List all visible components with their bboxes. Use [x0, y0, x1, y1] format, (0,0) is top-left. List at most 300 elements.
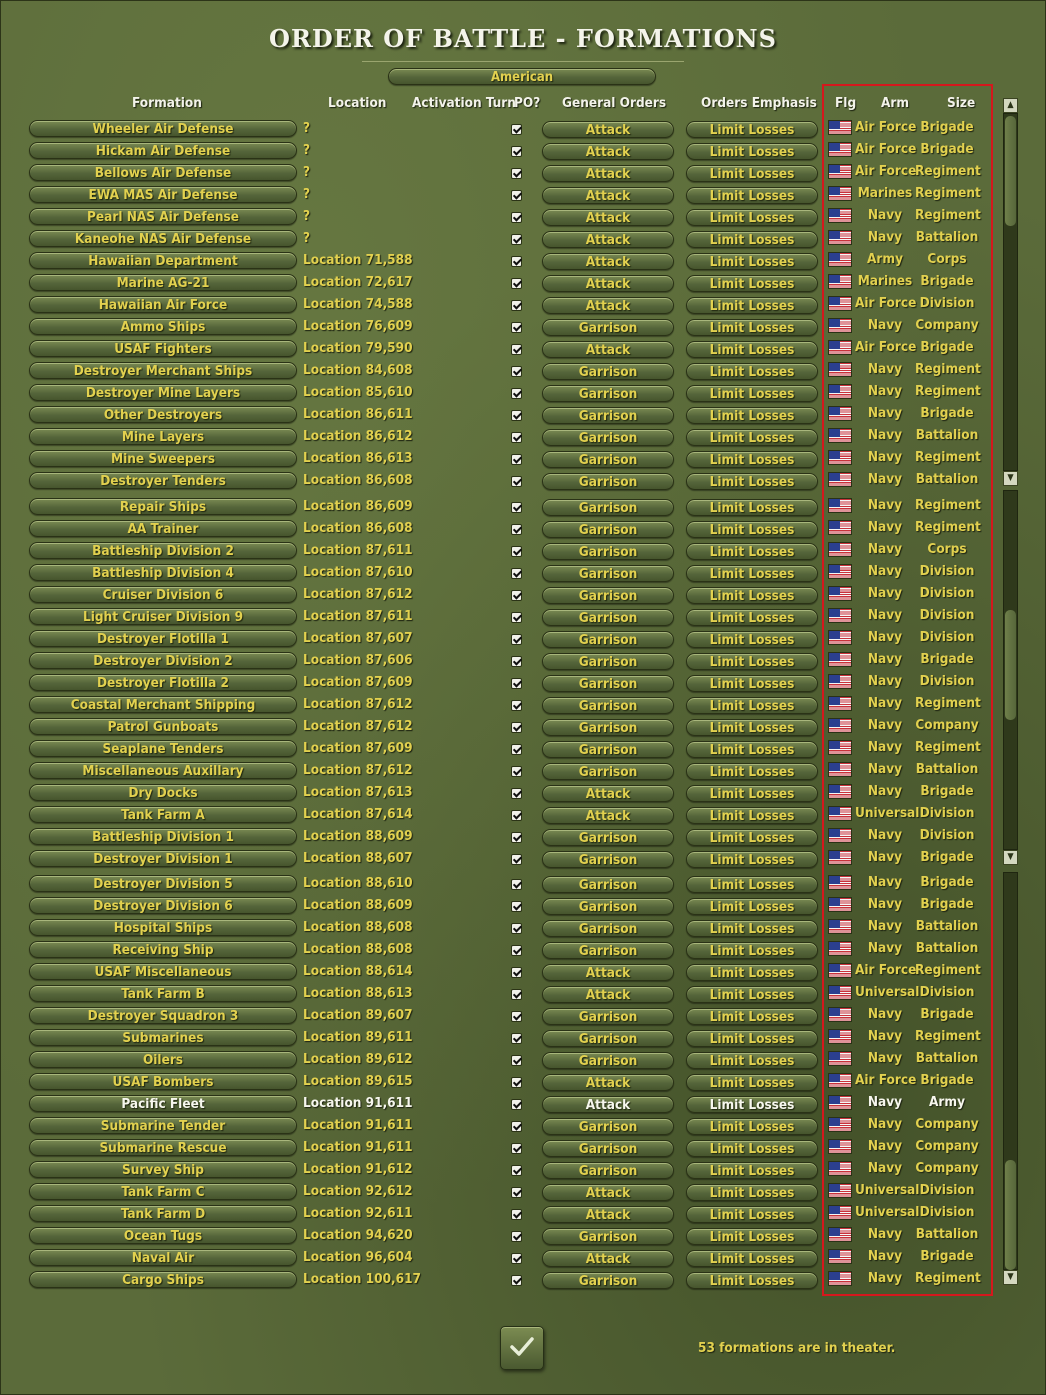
general-orders-button[interactable]: Attack	[542, 807, 674, 824]
po-checkbox[interactable]	[511, 832, 522, 843]
po-checkbox[interactable]	[511, 1143, 522, 1154]
size-text: Brigade	[920, 273, 974, 289]
orders-emphasis-button[interactable]: Limit Losses	[686, 807, 818, 824]
general-orders-button[interactable]: Attack	[542, 341, 674, 358]
arm-text: Air Force	[855, 1072, 917, 1088]
formation-name-button[interactable]: Destroyer Division 2	[29, 652, 297, 669]
formation-name-button[interactable]: Receiving Ship	[29, 941, 297, 958]
formation-name-button[interactable]: Pacific Fleet	[29, 1095, 297, 1112]
formation-name-button[interactable]: Hospital Ships	[29, 919, 297, 936]
general-orders-button[interactable]: Garrison	[542, 499, 674, 516]
general-orders-button[interactable]: Garrison	[542, 876, 674, 893]
orders-emphasis-button[interactable]: Limit Losses	[686, 675, 818, 692]
general-orders-button[interactable]: Attack	[542, 964, 674, 981]
general-orders-button[interactable]: Garrison	[542, 587, 674, 604]
orders-emphasis-button[interactable]: Limit Losses	[686, 1250, 818, 1267]
header-activation-turn[interactable]: Activation Turn	[412, 95, 516, 111]
formation-name-button[interactable]: Pearl NAS Air Defense	[29, 208, 297, 225]
po-checkbox[interactable]	[511, 744, 522, 755]
orders-emphasis-button[interactable]: Limit Losses	[686, 473, 818, 490]
formation-name-button[interactable]: Tank Farm B	[29, 985, 297, 1002]
formation-name-button[interactable]: Mine Layers	[29, 428, 297, 445]
orders-emphasis-button[interactable]: Limit Losses	[686, 143, 818, 160]
general-orders-button[interactable]: Garrison	[542, 675, 674, 692]
po-checkbox[interactable]	[511, 612, 522, 623]
orders-emphasis-button[interactable]: Limit Losses	[686, 697, 818, 714]
po-checkbox[interactable]	[511, 1165, 522, 1176]
location-text: Location 87,610	[303, 564, 413, 580]
orders-emphasis-button[interactable]: Limit Losses	[686, 165, 818, 182]
location-text: ?	[303, 164, 311, 180]
orders-emphasis-button[interactable]: Limit Losses	[686, 385, 818, 402]
location-text: Location 84,608	[303, 362, 413, 378]
location-text: Location 88,608	[303, 919, 413, 935]
formation-name-button[interactable]: USAF Bombers	[29, 1073, 297, 1090]
location-text: ?	[303, 186, 311, 202]
header-flag[interactable]: Flg	[835, 95, 857, 111]
orders-emphasis-button[interactable]: Limit Losses	[686, 986, 818, 1003]
location-text: Location 89,607	[303, 1007, 413, 1023]
orders-emphasis-button[interactable]: Limit Losses	[686, 297, 818, 314]
po-checkbox[interactable]	[511, 854, 522, 865]
formation-name-button[interactable]: Battleship Division 4	[29, 564, 297, 581]
formation-name-button[interactable]: Light Cruiser Division 9	[29, 608, 297, 625]
general-orders-button[interactable]: Attack	[542, 275, 674, 292]
general-orders-button[interactable]: Attack	[542, 231, 674, 248]
general-orders-button[interactable]: Attack	[542, 1250, 674, 1267]
arm-text: Navy	[867, 827, 903, 843]
orders-emphasis-button[interactable]: Limit Losses	[686, 187, 818, 204]
formation-name-button[interactable]: Miscellaneous Auxillary	[29, 762, 297, 779]
location-text: Location 91,611	[303, 1139, 413, 1155]
general-orders-button[interactable]: Garrison	[542, 543, 674, 560]
po-checkbox[interactable]	[511, 366, 522, 377]
formation-name-button[interactable]: Destroyer Division 1	[29, 850, 297, 867]
general-orders-button[interactable]: Garrison	[542, 741, 674, 758]
po-checkbox[interactable]	[511, 212, 522, 223]
formation-name-button[interactable]: Destroyer Division 5	[29, 875, 297, 892]
location-text: Location 86,613	[303, 450, 413, 466]
general-orders-button[interactable]: Garrison	[542, 363, 674, 380]
formation-name-button[interactable]: Tank Farm C	[29, 1183, 297, 1200]
general-orders-button[interactable]: Garrison	[542, 1052, 674, 1069]
size-text: Division	[919, 585, 975, 601]
size-text: Division	[919, 805, 975, 821]
formation-name-button[interactable]: Kaneohe NAS Air Defense	[29, 230, 297, 247]
orders-emphasis-button[interactable]: Limit Losses	[686, 587, 818, 604]
orders-emphasis-button[interactable]: Limit Losses	[686, 785, 818, 802]
formation-name-button[interactable]: Dry Docks	[29, 784, 297, 801]
general-orders-button[interactable]: Attack	[542, 143, 674, 160]
size-text: Division	[919, 1182, 975, 1198]
size-text: Division	[919, 629, 975, 645]
general-orders-button[interactable]: Garrison	[542, 719, 674, 736]
orders-emphasis-button[interactable]: Limit Losses	[686, 363, 818, 380]
arm-text: Army	[867, 251, 903, 267]
general-orders-button[interactable]: Attack	[542, 1074, 674, 1091]
po-checkbox[interactable]	[511, 432, 522, 443]
arm-text: Navy	[867, 739, 903, 755]
formation-name-button[interactable]: Wheeler Air Defense	[29, 120, 297, 137]
general-orders-button[interactable]: Attack	[542, 1096, 674, 1113]
orders-emphasis-button[interactable]: Limit Losses	[686, 942, 818, 959]
orders-emphasis-button[interactable]: Limit Losses	[686, 1272, 818, 1289]
orders-emphasis-button[interactable]: Limit Losses	[686, 209, 818, 226]
orders-emphasis-button[interactable]: Limit Losses	[686, 253, 818, 270]
po-checkbox[interactable]	[511, 1275, 522, 1286]
formation-name-button[interactable]: Destroyer Tenders	[29, 472, 297, 489]
scroll-down-arrow-3[interactable]: ▼	[1003, 1270, 1018, 1285]
po-checkbox[interactable]	[511, 1187, 522, 1198]
orders-emphasis-button[interactable]: Limit Losses	[686, 1206, 818, 1223]
general-orders-button[interactable]: Garrison	[542, 1272, 674, 1289]
header-size[interactable]: Size	[947, 95, 976, 111]
po-checkbox[interactable]	[511, 300, 522, 311]
location-text: Location 74,588	[303, 296, 413, 312]
location-text: Location 92,611	[303, 1205, 413, 1221]
formation-name-button[interactable]: Tank Farm A	[29, 806, 297, 823]
formation-name-button[interactable]: Ammo Ships	[29, 318, 297, 335]
formation-name-button[interactable]: AA Trainer	[29, 520, 297, 537]
orders-emphasis-button[interactable]: Limit Losses	[686, 1074, 818, 1091]
orders-emphasis-button[interactable]: Limit Losses	[686, 319, 818, 336]
orders-emphasis-button[interactable]: Limit Losses	[686, 341, 818, 358]
general-orders-button[interactable]: Attack	[542, 986, 674, 1003]
arm-text: Navy	[867, 1028, 903, 1044]
formation-name-button[interactable]: Tank Farm D	[29, 1205, 297, 1222]
formation-name-button[interactable]: Mine Sweepers	[29, 450, 297, 467]
checkmark-icon	[508, 1333, 536, 1361]
arm-text: Navy	[867, 1270, 903, 1286]
orders-emphasis-button[interactable]: Limit Losses	[686, 543, 818, 560]
formation-name-button[interactable]: Survey Ship	[29, 1161, 297, 1178]
general-orders-button[interactable]: Garrison	[542, 473, 674, 490]
header-general-orders[interactable]: General Orders	[562, 95, 667, 111]
orders-emphasis-button[interactable]: Limit Losses	[686, 1228, 818, 1245]
po-checkbox[interactable]	[511, 879, 522, 890]
po-checkbox[interactable]	[511, 1099, 522, 1110]
size-text: Regiment	[915, 695, 981, 711]
formation-name-button[interactable]: Hawaiian Department	[29, 252, 297, 269]
general-orders-button[interactable]: Garrison	[542, 1008, 674, 1025]
general-orders-button[interactable]: Attack	[542, 121, 674, 138]
formation-name-button[interactable]: Repair Ships	[29, 498, 297, 515]
formation-name-button[interactable]: Submarine Tender	[29, 1117, 297, 1134]
arm-text: Navy	[867, 849, 903, 865]
po-checkbox[interactable]	[511, 722, 522, 733]
location-text: Location 79,590	[303, 340, 413, 356]
formation-name-button[interactable]: Seaplane Tenders	[29, 740, 297, 757]
po-checkbox[interactable]	[511, 967, 522, 978]
formation-name-button[interactable]: Hawaiian Air Force	[29, 296, 297, 313]
location-text: Location 88,614	[303, 963, 413, 979]
scrollbar-thumb-2[interactable]	[1005, 610, 1016, 720]
orders-emphasis-button[interactable]: Limit Losses	[686, 898, 818, 915]
orders-emphasis-button[interactable]: Limit Losses	[686, 876, 818, 893]
general-orders-button[interactable]: Garrison	[542, 1140, 674, 1157]
po-checkbox[interactable]	[511, 568, 522, 579]
orders-emphasis-button[interactable]: Limit Losses	[686, 407, 818, 424]
formation-name-button[interactable]: Destroyer Squadron 3	[29, 1007, 297, 1024]
orders-emphasis-button[interactable]: Limit Losses	[686, 275, 818, 292]
po-checkbox[interactable]	[511, 901, 522, 912]
general-orders-button[interactable]: Attack	[542, 165, 674, 182]
formation-name-button[interactable]: Oilers	[29, 1051, 297, 1068]
general-orders-button[interactable]: Attack	[542, 187, 674, 204]
po-checkbox[interactable]	[511, 634, 522, 645]
po-checkbox[interactable]	[511, 344, 522, 355]
formation-name-button[interactable]: Cargo Ships	[29, 1271, 297, 1288]
arm-text: Navy	[867, 717, 903, 733]
po-checkbox[interactable]	[511, 1209, 522, 1220]
general-orders-button[interactable]: Garrison	[542, 1030, 674, 1047]
general-orders-button[interactable]: Garrison	[542, 631, 674, 648]
po-checkbox[interactable]	[511, 1011, 522, 1022]
po-checkbox[interactable]	[511, 923, 522, 934]
po-checkbox[interactable]	[511, 546, 522, 557]
po-checkbox[interactable]	[511, 1253, 522, 1264]
arm-text: Navy	[867, 1094, 903, 1110]
orders-emphasis-button[interactable]: Limit Losses	[686, 521, 818, 538]
size-text: Battalion	[915, 761, 979, 777]
orders-emphasis-button[interactable]: Limit Losses	[686, 1030, 818, 1047]
page-title: ORDER OF BATTLE - FORMATIONS	[269, 24, 777, 53]
po-checkbox[interactable]	[511, 700, 522, 711]
size-text: Regiment	[915, 361, 981, 377]
arm-text: Air Force	[855, 163, 917, 179]
scroll-down-arrow-2[interactable]: ▼	[1003, 850, 1018, 865]
formation-name-button[interactable]: Destroyer Flotilla 2	[29, 674, 297, 691]
orders-emphasis-button[interactable]: Limit Losses	[686, 451, 818, 468]
arm-text: Universal	[855, 984, 920, 1000]
po-checkbox[interactable]	[511, 124, 522, 135]
general-orders-button[interactable]: Garrison	[542, 1162, 674, 1179]
orders-emphasis-button[interactable]: Limit Losses	[686, 741, 818, 758]
orders-emphasis-button[interactable]: Limit Losses	[686, 1184, 818, 1201]
po-checkbox[interactable]	[511, 1231, 522, 1242]
location-text: Location 85,610	[303, 384, 413, 400]
header-arm[interactable]: Arm	[881, 95, 910, 111]
formation-name-button[interactable]: Battleship Division 1	[29, 828, 297, 845]
po-checkbox[interactable]	[511, 788, 522, 799]
orders-emphasis-button[interactable]: Limit Losses	[686, 1118, 818, 1135]
po-checkbox[interactable]	[511, 766, 522, 777]
general-orders-button[interactable]: Garrison	[542, 653, 674, 670]
general-orders-button[interactable]: Attack	[542, 1206, 674, 1223]
arm-text: Air Force	[855, 141, 917, 157]
formation-name-button[interactable]: Marine AG-21	[29, 274, 297, 291]
po-checkbox[interactable]	[511, 678, 522, 689]
general-orders-button[interactable]: Attack	[542, 785, 674, 802]
formation-name-button[interactable]: Submarines	[29, 1029, 297, 1046]
orders-emphasis-button[interactable]: Limit Losses	[686, 1052, 818, 1069]
po-checkbox[interactable]	[511, 1033, 522, 1044]
orders-emphasis-button[interactable]: Limit Losses	[686, 763, 818, 780]
faction-selector-button[interactable]: American	[388, 68, 656, 85]
formation-name-button[interactable]: Destroyer Merchant Ships	[29, 362, 297, 379]
size-text: Corps	[927, 251, 967, 267]
orders-emphasis-button[interactable]: Limit Losses	[686, 964, 818, 981]
general-orders-button[interactable]: Attack	[542, 1184, 674, 1201]
po-checkbox[interactable]	[511, 146, 522, 157]
orders-emphasis-button[interactable]: Limit Losses	[686, 653, 818, 670]
po-checkbox[interactable]	[511, 945, 522, 956]
size-text: Brigade	[920, 651, 974, 667]
orders-emphasis-button[interactable]: Limit Losses	[686, 231, 818, 248]
location-text: ?	[303, 230, 311, 246]
po-checkbox[interactable]	[511, 1077, 522, 1088]
general-orders-button[interactable]: Attack	[542, 253, 674, 270]
orders-emphasis-button[interactable]: Limit Losses	[686, 565, 818, 582]
size-text: Regiment	[915, 185, 981, 201]
location-text: Location 87,613	[303, 784, 413, 800]
location-text: Location 100,617	[303, 1271, 421, 1287]
formation-name-button[interactable]: Battleship Division 2	[29, 542, 297, 559]
general-orders-button[interactable]: Garrison	[542, 1118, 674, 1135]
formation-name-button[interactable]: Other Destroyers	[29, 406, 297, 423]
po-checkbox[interactable]	[511, 322, 522, 333]
location-text: Location 72,617	[303, 274, 413, 290]
arm-text: Navy	[867, 1160, 903, 1176]
general-orders-button[interactable]: Garrison	[542, 565, 674, 582]
general-orders-button[interactable]: Attack	[542, 297, 674, 314]
orders-emphasis-button[interactable]: Limit Losses	[686, 1140, 818, 1157]
orders-emphasis-button[interactable]: Limit Losses	[686, 1162, 818, 1179]
po-checkbox[interactable]	[511, 590, 522, 601]
general-orders-button[interactable]: Garrison	[542, 385, 674, 402]
general-orders-button[interactable]: Garrison	[542, 609, 674, 626]
orders-emphasis-button[interactable]: Limit Losses	[686, 429, 818, 446]
po-checkbox[interactable]	[511, 810, 522, 821]
header-po[interactable]: PO?	[514, 95, 541, 111]
size-text: Battalion	[915, 471, 979, 487]
header-location[interactable]: Location	[328, 95, 387, 111]
status-text: 53 formations are in theater.	[698, 1340, 896, 1356]
size-text: Brigade	[920, 1072, 974, 1088]
arm-text: Air Force	[855, 962, 917, 978]
general-orders-button[interactable]: Attack	[542, 209, 674, 226]
po-checkbox[interactable]	[511, 234, 522, 245]
general-orders-button[interactable]: Garrison	[542, 851, 674, 868]
po-checkbox[interactable]	[511, 989, 522, 1000]
size-text: Company	[915, 1138, 979, 1154]
orders-emphasis-button[interactable]: Limit Losses	[686, 609, 818, 626]
size-text: Division	[919, 563, 975, 579]
arm-text: Navy	[867, 1248, 903, 1264]
po-checkbox[interactable]	[511, 524, 522, 535]
size-text: Brigade	[920, 339, 974, 355]
po-checkbox[interactable]	[511, 168, 522, 179]
formation-name-button[interactable]: Ocean Tugs	[29, 1227, 297, 1244]
arm-text: Navy	[867, 585, 903, 601]
general-orders-button[interactable]: Garrison	[542, 1228, 674, 1245]
general-orders-button[interactable]: Garrison	[542, 942, 674, 959]
scroll-down-arrow-1[interactable]: ▼	[1003, 471, 1018, 486]
location-text: Location 88,610	[303, 875, 413, 891]
size-text: Regiment	[915, 449, 981, 465]
scrollbar-thumb-3[interactable]	[1005, 1160, 1016, 1270]
general-orders-button[interactable]: Garrison	[542, 920, 674, 937]
po-checkbox[interactable]	[511, 476, 522, 487]
location-text: Location 89,612	[303, 1051, 413, 1067]
header-orders-emphasis[interactable]: Orders Emphasis	[701, 95, 817, 111]
general-orders-button[interactable]: Garrison	[542, 407, 674, 424]
location-text: Location 87,612	[303, 762, 413, 778]
po-checkbox[interactable]	[511, 656, 522, 667]
orders-emphasis-button[interactable]: Limit Losses	[686, 121, 818, 138]
orders-emphasis-button[interactable]: Limit Losses	[686, 499, 818, 516]
confirm-button[interactable]	[500, 1326, 544, 1370]
formation-name-button[interactable]: Hickam Air Defense	[29, 142, 297, 159]
size-text: Division	[919, 295, 975, 311]
location-text: ?	[303, 120, 311, 136]
formation-name-button[interactable]: Destroyer Flotilla 1	[29, 630, 297, 647]
orders-emphasis-button[interactable]: Limit Losses	[686, 920, 818, 937]
po-checkbox[interactable]	[511, 190, 522, 201]
general-orders-button[interactable]: Garrison	[542, 429, 674, 446]
location-text: ?	[303, 208, 311, 224]
general-orders-button[interactable]: Garrison	[542, 319, 674, 336]
general-orders-button[interactable]: Garrison	[542, 898, 674, 915]
formation-name-button[interactable]: Destroyer Division 6	[29, 897, 297, 914]
location-text: Location 86,608	[303, 520, 413, 536]
po-checkbox[interactable]	[511, 278, 522, 289]
po-checkbox[interactable]	[511, 388, 522, 399]
scroll-up-arrow-1[interactable]: ▲	[1003, 98, 1018, 113]
formation-name-button[interactable]: Destroyer Mine Layers	[29, 384, 297, 401]
size-text: Battalion	[915, 229, 979, 245]
arm-text: Navy	[867, 607, 903, 623]
formation-name-button[interactable]: Coastal Merchant Shipping	[29, 696, 297, 713]
po-checkbox[interactable]	[511, 256, 522, 267]
header-formation[interactable]: Formation	[132, 95, 202, 111]
general-orders-button[interactable]: Garrison	[542, 451, 674, 468]
po-checkbox[interactable]	[511, 454, 522, 465]
arm-text: Navy	[867, 541, 903, 557]
location-text: Location 76,609	[303, 318, 413, 334]
po-checkbox[interactable]	[511, 502, 522, 513]
highlight-box	[822, 84, 993, 1296]
formation-name-button[interactable]: Patrol Gunboats	[29, 718, 297, 735]
po-checkbox[interactable]	[511, 410, 522, 421]
formation-name-button[interactable]: EWA MAS Air Defense	[29, 186, 297, 203]
orders-emphasis-button[interactable]: Limit Losses	[686, 1096, 818, 1113]
orders-emphasis-button[interactable]: Limit Losses	[686, 631, 818, 648]
orders-emphasis-button[interactable]: Limit Losses	[686, 829, 818, 846]
size-text: Regiment	[915, 383, 981, 399]
formation-name-button[interactable]: USAF Fighters	[29, 340, 297, 357]
general-orders-button[interactable]: Garrison	[542, 763, 674, 780]
orders-emphasis-button[interactable]: Limit Losses	[686, 851, 818, 868]
general-orders-button[interactable]: Garrison	[542, 829, 674, 846]
arm-text: Navy	[867, 673, 903, 689]
general-orders-button[interactable]: Garrison	[542, 697, 674, 714]
scrollbar-thumb-1[interactable]	[1005, 116, 1016, 226]
arm-text: Marines	[857, 273, 913, 289]
po-checkbox[interactable]	[511, 1121, 522, 1132]
po-checkbox[interactable]	[511, 1055, 522, 1066]
orders-emphasis-button[interactable]: Limit Losses	[686, 1008, 818, 1025]
formation-name-button[interactable]: Submarine Rescue	[29, 1139, 297, 1156]
formation-name-button[interactable]: Naval Air	[29, 1249, 297, 1266]
general-orders-button[interactable]: Garrison	[542, 521, 674, 538]
formation-name-button[interactable]: Bellows Air Defense	[29, 164, 297, 181]
location-text: Location 87,609	[303, 674, 413, 690]
location-text: Location 87,611	[303, 542, 413, 558]
formation-name-button[interactable]: USAF Miscellaneous	[29, 963, 297, 980]
formation-name-button[interactable]: Cruiser Division 6	[29, 586, 297, 603]
orders-emphasis-button[interactable]: Limit Losses	[686, 719, 818, 736]
